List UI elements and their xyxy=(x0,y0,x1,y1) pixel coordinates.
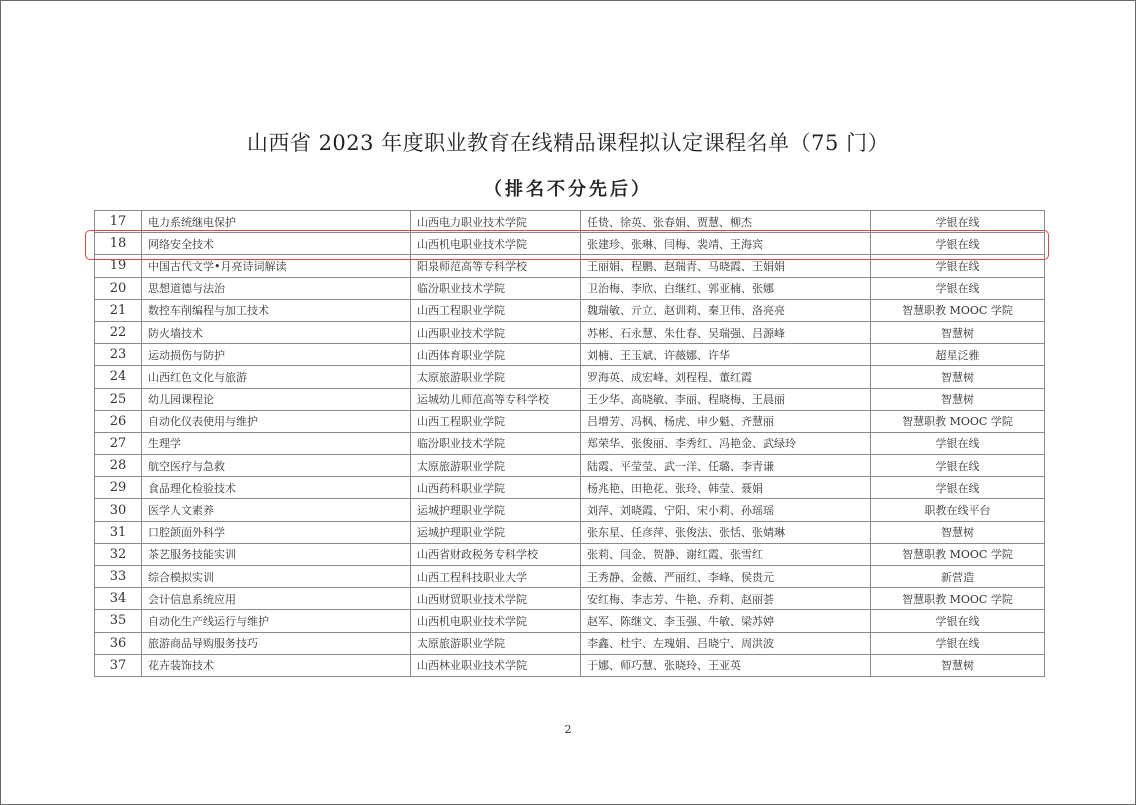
table-row xyxy=(95,588,1045,610)
platform-name: 智慧树 xyxy=(871,521,1045,543)
school-name: 太原旅游职业学院 xyxy=(411,366,581,388)
row-number: 18 xyxy=(95,233,142,255)
row-number: 27 xyxy=(95,432,142,454)
school-name: 山西药科职业学院 xyxy=(411,477,581,499)
course-name: 网络安全技术 xyxy=(142,233,411,255)
platform-name: 学银在线 xyxy=(871,455,1045,477)
table-row xyxy=(95,632,1045,654)
course-name: 幼儿园课程论 xyxy=(142,388,411,410)
school-name: 山西工程职业学院 xyxy=(411,299,581,321)
school-name: 临汾职业技术学院 xyxy=(411,277,581,299)
row-number: 29 xyxy=(95,477,142,499)
table-row xyxy=(95,654,1045,676)
school-name: 山西职业技术学院 xyxy=(411,321,581,343)
school-name: 阳泉师范高等专科学校 xyxy=(411,255,581,277)
school-name: 山西工程科技职业大学 xyxy=(411,566,581,588)
table-row xyxy=(95,432,1045,454)
course-name: 运动损伤与防护 xyxy=(142,344,411,366)
school-name: 山西机电职业技术学院 xyxy=(411,610,581,632)
team-members: 刘楠、王玉斌、许薇娜、许华 xyxy=(581,344,871,366)
platform-name: 智慧职教 MOOC 学院 xyxy=(871,588,1045,610)
row-number: 33 xyxy=(95,566,142,588)
course-name: 会计信息系统应用 xyxy=(142,588,411,610)
platform-name: 智慧职教 MOOC 学院 xyxy=(871,299,1045,321)
row-number: 34 xyxy=(95,588,142,610)
table-row xyxy=(95,344,1045,366)
course-name: 茶艺服务技能实训 xyxy=(142,543,411,565)
row-number: 17 xyxy=(95,211,142,233)
course-list-body xyxy=(95,211,1045,677)
course-name: 生理学 xyxy=(142,432,411,454)
platform-name: 智慧树 xyxy=(871,321,1045,343)
platform-name: 学银在线 xyxy=(871,477,1045,499)
team-members: 王秀静、金薇、严丽红、李峰、侯贵元 xyxy=(581,566,871,588)
row-number: 21 xyxy=(95,299,142,321)
row-number: 20 xyxy=(95,277,142,299)
team-members: 吕增芳、冯枫、杨虎、申少魁、齐慧丽 xyxy=(581,410,871,432)
team-members: 李鑫、杜宇、左瑰娟、吕晓宁、周洪波 xyxy=(581,632,871,654)
course-name: 自动化仪表使用与维护 xyxy=(142,410,411,432)
team-members: 罗海英、成宏峰、刘程程、董红霞 xyxy=(581,366,871,388)
course-name: 山西红色文化与旅游 xyxy=(142,366,411,388)
team-members: 卫治梅、李欣、白继红、郭亚楠、张娜 xyxy=(581,277,871,299)
team-members: 王丽娟、程鹏、赵瑞青、马晓霞、王娟娟 xyxy=(581,255,871,277)
row-highlight-box xyxy=(85,230,1049,260)
team-members: 张建珍、张琳、闫梅、裴靖、王海宾 xyxy=(581,233,871,255)
platform-name: 新营造 xyxy=(871,566,1045,588)
platform-name: 学银在线 xyxy=(871,255,1045,277)
course-list-table xyxy=(94,210,1045,677)
course-name: 航空医疗与急救 xyxy=(142,455,411,477)
school-name: 山西工程职业学院 xyxy=(411,410,581,432)
row-number: 19 xyxy=(95,255,142,277)
platform-name: 智慧树 xyxy=(871,388,1045,410)
platform-name: 职教在线平台 xyxy=(871,499,1045,521)
row-number: 32 xyxy=(95,543,142,565)
row-number: 22 xyxy=(95,321,142,343)
table-row xyxy=(95,566,1045,588)
page-number: 2 xyxy=(564,723,572,736)
row-number: 37 xyxy=(95,654,142,676)
course-name: 花卉装饰技术 xyxy=(142,654,411,676)
row-number: 28 xyxy=(95,455,142,477)
course-name: 食品理化检验技术 xyxy=(142,477,411,499)
table-row xyxy=(95,410,1045,432)
row-number: 35 xyxy=(95,610,142,632)
school-name: 运城护理职业学院 xyxy=(411,521,581,543)
course-name: 自动化生产线运行与维护 xyxy=(142,610,411,632)
course-name: 电力系统继电保护 xyxy=(142,211,411,233)
school-name: 山西电力职业技术学院 xyxy=(411,211,581,233)
platform-name: 智慧树 xyxy=(871,366,1045,388)
course-name: 防火墙技术 xyxy=(142,321,411,343)
platform-name: 学银在线 xyxy=(871,432,1045,454)
table-row xyxy=(95,299,1045,321)
team-members: 任贽、徐英、张春娟、贾慧、柳杰 xyxy=(581,211,871,233)
school-name: 山西体育职业学院 xyxy=(411,344,581,366)
page-subtitle: （排名不分先后） xyxy=(484,179,652,200)
team-members: 魏瑞敏、亓立、赵训莉、秦卫伟、洛亮亮 xyxy=(581,299,871,321)
platform-name: 智慧职教 MOOC 学院 xyxy=(871,543,1045,565)
row-number: 23 xyxy=(95,344,142,366)
school-name: 山西财贸职业技术学院 xyxy=(411,588,581,610)
school-name: 山西机电职业技术学院 xyxy=(411,233,581,255)
table-row xyxy=(95,388,1045,410)
platform-name: 智慧职教 MOOC 学院 xyxy=(871,410,1045,432)
course-name: 口腔颌面外科学 xyxy=(142,521,411,543)
school-name: 山西省财政税务专科学校 xyxy=(411,543,581,565)
table-row xyxy=(95,366,1045,388)
table-row xyxy=(95,521,1045,543)
platform-name: 学银在线 xyxy=(871,277,1045,299)
row-number: 26 xyxy=(95,410,142,432)
team-members: 杨兆艳、田艳花、张玲、韩莹、聂娟 xyxy=(581,477,871,499)
course-name: 旅游商品导购服务技巧 xyxy=(142,632,411,654)
team-members: 苏彬、石永慧、朱仕春、吴瑞强、吕源峰 xyxy=(581,321,871,343)
team-members: 陆霞、平莹莹、武一洋、任璐、李青谦 xyxy=(581,455,871,477)
school-name: 太原旅游职业学院 xyxy=(411,632,581,654)
platform-name: 超星泛雅 xyxy=(871,344,1045,366)
course-name: 数控车削编程与加工技术 xyxy=(142,299,411,321)
course-name: 中国古代文学•月亮诗词解读 xyxy=(142,255,411,277)
course-name: 医学人文素养 xyxy=(142,499,411,521)
table-row xyxy=(95,499,1045,521)
team-members: 张莉、闫金、贺静、谢红霞、张雪红 xyxy=(581,543,871,565)
team-members: 赵军、陈继文、李玉强、牛敏、梁苏婷 xyxy=(581,610,871,632)
platform-name: 学银在线 xyxy=(871,211,1045,233)
school-name: 山西林业职业技术学院 xyxy=(411,654,581,676)
school-name: 临汾职业技术学院 xyxy=(411,432,581,454)
team-members: 于娜、师巧慧、张晓玲、王亚英 xyxy=(581,654,871,676)
page-title: 山西省 2023 年度职业教育在线精品课程拟认定课程名单（75 门） xyxy=(246,131,890,155)
row-number: 31 xyxy=(95,521,142,543)
platform-name: 学银在线 xyxy=(871,610,1045,632)
platform-name: 学银在线 xyxy=(871,632,1045,654)
team-members: 刘萍、刘晓霞、宁阳、宋小莉、孙瑶瑶 xyxy=(581,499,871,521)
team-members: 王少华、高晓敏、李丽、程晓梅、王晨丽 xyxy=(581,388,871,410)
platform-name: 学银在线 xyxy=(871,233,1045,255)
course-name: 综合模拟实训 xyxy=(142,566,411,588)
row-number: 24 xyxy=(95,366,142,388)
school-name: 运城护理职业学院 xyxy=(411,499,581,521)
table-row xyxy=(95,455,1045,477)
row-number: 36 xyxy=(95,632,142,654)
school-name: 运城幼儿师范高等专科学校 xyxy=(411,388,581,410)
platform-name: 智慧树 xyxy=(871,654,1045,676)
team-members: 郑荣华、张俊丽、李秀红、冯艳金、武绿玲 xyxy=(581,432,871,454)
table-row xyxy=(95,610,1045,632)
row-number: 30 xyxy=(95,499,142,521)
table-row xyxy=(95,543,1045,565)
school-name: 太原旅游职业学院 xyxy=(411,455,581,477)
row-number: 25 xyxy=(95,388,142,410)
table-row xyxy=(95,321,1045,343)
table-row xyxy=(95,477,1045,499)
course-name: 思想道德与法治 xyxy=(142,277,411,299)
team-members: 张东星、任彦萍、张俊法、张恬、张婧琳 xyxy=(581,521,871,543)
team-members: 安红梅、李志芳、牛艳、乔莉、赵丽荟 xyxy=(581,588,871,610)
table-row xyxy=(95,277,1045,299)
